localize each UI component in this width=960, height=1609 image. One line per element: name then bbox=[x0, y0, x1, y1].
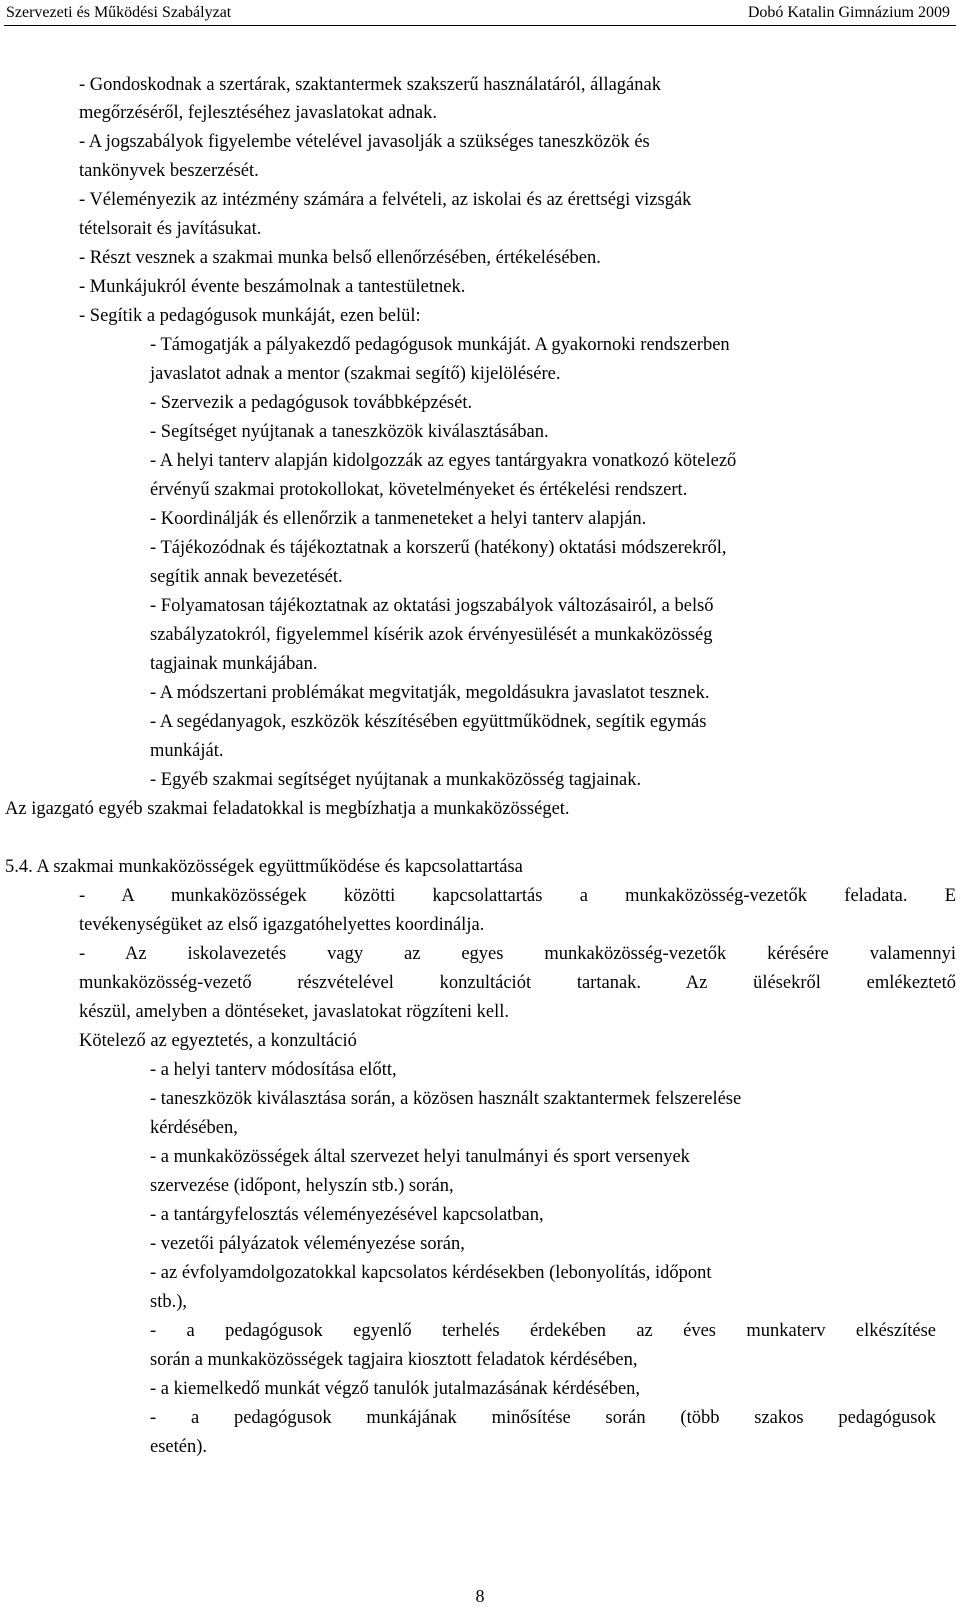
text-line: - Véleményezik az intézmény számára a felvételi, az iskolai és az érettségi vizsgák bbox=[79, 190, 692, 210]
text-line: - taneszközök kiválasztása során, a közösen használt szaktantermek felszerelése bbox=[150, 1089, 742, 1109]
text-line: szabályzatokról, figyelemmel kísérik azok érvényesülését a munkaközösség bbox=[150, 625, 713, 645]
text-line: - Egyéb szakmai segítséget nyújtanak a munkaközösség tagjainak. bbox=[150, 770, 642, 790]
text-line: - a munkaközösségek által szervezet helyi tanulmányi és sport versenyek bbox=[150, 1147, 690, 1167]
header-rule bbox=[4, 25, 956, 26]
text-line: Kötelező az egyeztetés, a konzultáció bbox=[79, 1031, 357, 1051]
text-line: - Tájékozódnak és tájékoztatnak a korszerű (hatékony) oktatási módszerekről, bbox=[150, 538, 727, 558]
header-document-title: Szervezeti és Működési Szabályzat bbox=[6, 4, 232, 21]
text-line: - Támogatják a pályakezdő pedagógusok munkáját. A gyakornoki rendszerben bbox=[150, 335, 730, 355]
page-number: 8 bbox=[475, 1586, 485, 1606]
text-line: - Gondoskodnak a szertárak, szaktantermek szakszerű használatáról, állagának bbox=[79, 75, 661, 95]
text-line: megőrzéséről, fejlesztéséhez javaslatokat adnak. bbox=[79, 103, 438, 123]
text-line: - az évfolyamdolgozatokkal kapcsolatos kérdésekben (lebonyolítás, időpont bbox=[150, 1263, 712, 1283]
text-line: - Részt vesznek a szakmai munka belső ellenőrzésében, értékelésében. bbox=[79, 248, 601, 268]
text-line: kérdésében, bbox=[150, 1118, 238, 1138]
text-line: tevékenységüket az első igazgatóhelyettes koordinálja. bbox=[79, 915, 485, 935]
text-line: - Segítik a pedagógusok munkáját, ezen belül: bbox=[79, 306, 421, 326]
text-line: - A munkaközösségek közötti kapcsolattartás a munkaközösség-vezetők feladata. E bbox=[79, 886, 956, 906]
text-line: Az igazgató egyéb szakmai feladatokkal is megbízhatja a munkaközösséget. bbox=[5, 799, 570, 819]
text-line: esetén). bbox=[150, 1437, 208, 1457]
text-line: - Munkájukról évente beszámolnak a tantestületnek. bbox=[79, 277, 466, 297]
text-line: tagjainak munkájában. bbox=[150, 654, 318, 674]
text-line: - A módszertani problémákat megvitatják, megoldásukra javaslatot tesznek. bbox=[150, 683, 710, 703]
text-line: tankönyvek beszerzését. bbox=[79, 161, 259, 181]
text-line: - a pedagógusok egyenlő terhelés érdekében az éves munkaterv elkészítése bbox=[150, 1321, 936, 1341]
section-heading: 5.4. A szakmai munkaközösségek együttműködése és kapcsolattartása bbox=[5, 857, 523, 877]
text-line: - a kiemelkedő munkát végző tanulók jutalmazásának kérdésében, bbox=[150, 1379, 641, 1399]
text-line: - Koordinálják és ellenőrzik a tanmeneteket a helyi tanterv alapján. bbox=[150, 509, 647, 529]
text-line: - a tantárgyfelosztás véleményezésével kapcsolatban, bbox=[150, 1205, 544, 1225]
text-line: - Folyamatosan tájékoztatnak az oktatási jogszabályok változásairól, a belső bbox=[150, 596, 714, 616]
text-line: tételsorait és javításukat. bbox=[79, 219, 262, 239]
text-line: - vezetői pályázatok véleményezése során, bbox=[150, 1234, 465, 1254]
text-line: során a munkaközösségek tagjaira kiosztott feladatok kérdésében, bbox=[150, 1350, 638, 1370]
header-school-year: Dobó Katalin Gimnázium 2009 bbox=[747, 4, 950, 21]
text-line: - A segédanyagok, eszközök készítésében együttműködnek, segítik egymás bbox=[150, 712, 707, 732]
text-line: - a helyi tanterv módosítása előtt, bbox=[150, 1060, 397, 1080]
text-line: - A jogszabályok figyelembe vételével javasolják a szükséges taneszközök és bbox=[79, 132, 650, 152]
text-line: készül, amelyben a döntéseket, javaslatokat rögzíteni kell. bbox=[79, 1002, 509, 1022]
text-line: munkáját. bbox=[150, 741, 224, 761]
text-line: szervezése (időpont, helyszín stb.) során, bbox=[150, 1176, 454, 1196]
text-line: - A helyi tanterv alapján kidolgozzák az egyes tantárgyakra vonatkozó kötelező bbox=[150, 451, 737, 471]
text-line: - Az iskolavezetés vagy az egyes munkaközösség-vezetők kérésére valamennyi bbox=[79, 944, 956, 964]
page-header bbox=[0, 0, 960, 26]
text-line: segítik annak bevezetését. bbox=[150, 567, 343, 587]
text-line: - Segítséget nyújtanak a taneszközök kiválasztásában. bbox=[150, 422, 549, 442]
text-line: stb.), bbox=[150, 1292, 187, 1312]
text-line: javaslatot adnak a mentor (szakmai segítő) kijelölésére. bbox=[150, 364, 561, 384]
text-line: munkaközösség-vezető részvételével konzultációt tartanak. Az ülésekről emlékeztető bbox=[79, 973, 956, 993]
text-line: - Szervezik a pedagógusok továbbképzését. bbox=[150, 393, 473, 413]
text-line: - a pedagógusok munkájának minősítése során (több szakos pedagógusok bbox=[150, 1408, 936, 1428]
text-line: érvényű szakmai protokollokat, követelményeket és értékelési rendszert. bbox=[150, 480, 688, 500]
